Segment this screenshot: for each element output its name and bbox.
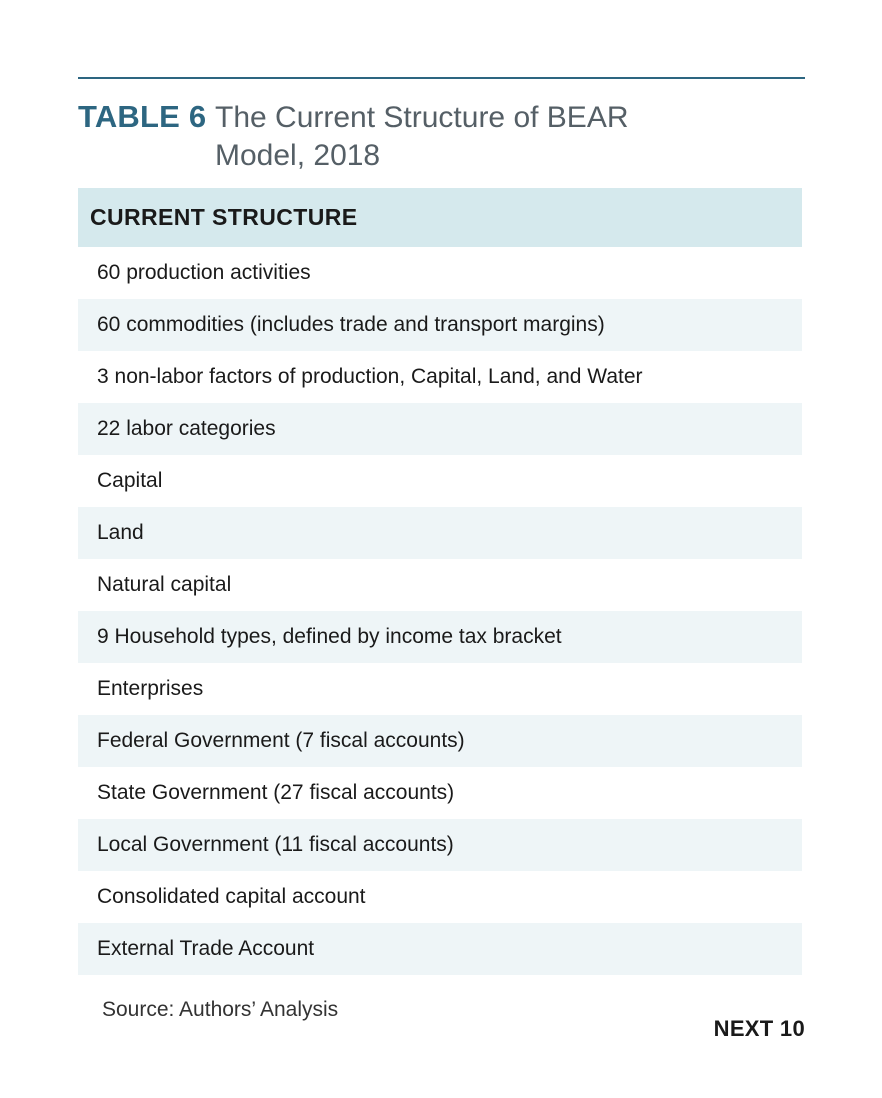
table-row: Local Government (11 fiscal accounts) [78, 819, 802, 871]
table-row: 22 labor categories [78, 403, 802, 455]
table-row: 60 production activities [97, 261, 311, 284]
table-row: Federal Government (7 fiscal accounts) [78, 715, 802, 767]
structure-table [78, 188, 802, 975]
table-title: The Current Structure of BEAR Model, 2018 [215, 101, 629, 172]
footer-brand: NEXT 10 [713, 1016, 805, 1041]
table-row: Natural capital [97, 573, 232, 596]
table-header: CURRENT STRUCTURE [78, 188, 802, 247]
source-note: Source: Authors’ Analysis [102, 998, 339, 1021]
top-rule [78, 77, 805, 79]
table-row: State Government (27 fiscal accounts) [97, 781, 455, 804]
table-row: 9 Household types, defined by income tax bracket [78, 611, 802, 663]
table-row: 3 non-labor factors of production, Capital, Land, and Water [97, 365, 643, 388]
table-row: External Trade Account [78, 923, 802, 975]
table-row: Enterprises [97, 677, 204, 700]
table-row: Consolidated capital account [97, 885, 366, 908]
table-row: Land [78, 507, 802, 559]
table-caption [78, 98, 805, 172]
table-row: 60 commodities (includes trade and transport margins) [78, 299, 802, 351]
table-number-label: TABLE 6 [78, 99, 207, 134]
table-row: Capital [97, 469, 163, 492]
